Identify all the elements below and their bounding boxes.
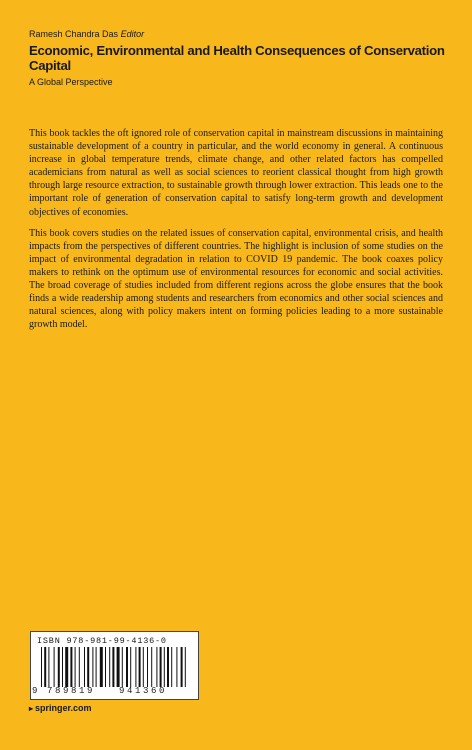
- barcode-bar: [48, 647, 49, 687]
- barcode-bar: [143, 647, 144, 687]
- barcode-digits-left: 789819: [47, 686, 96, 696]
- book-title: Economic, Environmental and Health Consequences of Conservation Capital: [29, 43, 445, 73]
- barcode-bar: [164, 647, 165, 687]
- barcode-box: [30, 631, 199, 700]
- barcode-bars: [37, 647, 192, 687]
- barcode-bar: [112, 647, 114, 687]
- barcode-bar: [167, 647, 169, 687]
- barcode-bar: [160, 647, 162, 687]
- arrow-icon: ▸: [29, 704, 34, 713]
- barcode-bar: [126, 647, 128, 687]
- barcode-bar: [130, 647, 131, 687]
- barcode-bar: [151, 647, 152, 687]
- barcode-bar: [44, 647, 46, 687]
- barcode-bar: [65, 647, 68, 687]
- barcode-bar: [100, 647, 103, 687]
- blurb: [29, 127, 443, 339]
- blurb-paragraph-2: This book covers studies on the related issues of conservation capital, environmental crisis, and health impacts from the perspectives of different countries. The highlight is inclusion of some studies on the impact of environmental degradation in relation to COVID 19 pandemic. The book coaxes policy makers to rethink on the optimum use of environmental resources for economic and social activities. The broad coverage of studies included from different regions across the globe ensures that the book finds a wide readership among students and researchers from economics and other social sciences and natural sciences, along with policy makers intent on forming policies leading to a more sustainable growth model.: [29, 227, 443, 331]
- barcode-bar: [58, 647, 60, 687]
- barcode-bar: [109, 647, 110, 687]
- barcode-digit-first: 9: [32, 686, 38, 696]
- barcode-bar: [156, 647, 157, 687]
- barcode-bar: [105, 647, 106, 687]
- barcode-bar: [96, 647, 97, 687]
- isbn-label: ISBN 978-981-99-4136-0: [37, 636, 167, 646]
- barcode-bar: [147, 647, 148, 687]
- editor-name: Ramesh Chandra Das: [29, 29, 119, 39]
- barcode-bar: [139, 647, 141, 687]
- publisher-link[interactable]: [29, 703, 92, 713]
- publisher-url: springer.com: [35, 703, 92, 713]
- barcode-bar: [122, 647, 123, 687]
- barcode-bar: [75, 647, 76, 687]
- barcode-bar: [79, 647, 80, 687]
- barcode-bar: [92, 647, 93, 687]
- cover-header: [29, 28, 449, 87]
- barcode-bar: [84, 647, 85, 687]
- barcode-bar: [70, 647, 72, 687]
- barcode-bar: [41, 647, 42, 687]
- barcode-bar: [185, 647, 186, 687]
- barcode-bar: [181, 647, 183, 687]
- editor-role: Editor: [120, 29, 145, 39]
- barcode-bar: [54, 647, 55, 687]
- barcode-bar: [135, 647, 136, 687]
- book-subtitle: A Global Perspective: [29, 77, 113, 87]
- barcode-bar: [62, 647, 63, 687]
- barcode-bar: [117, 647, 120, 687]
- barcode-bar: [87, 647, 89, 687]
- barcode-bar: [171, 647, 172, 687]
- blurb-paragraph-1: This book tackles the oft ignored role of conservation capital in mainstream discussions in maintaining sustainable development of a country in particular, and the world economy in general. A continuous increase in global temperature trends, climate change, and other related factors has compelled academicians from natural as well as social sciences to reorient classical thought from high growth through large resource extraction, to sustainable growth through lower extraction. This leads one to the important role of generation of conservation capital to satisfy long-term growth and development objectives of economies.: [29, 128, 443, 218]
- barcode-digits-right: 941360: [119, 686, 168, 696]
- editor-line: [29, 28, 449, 40]
- barcode-bar: [176, 647, 177, 687]
